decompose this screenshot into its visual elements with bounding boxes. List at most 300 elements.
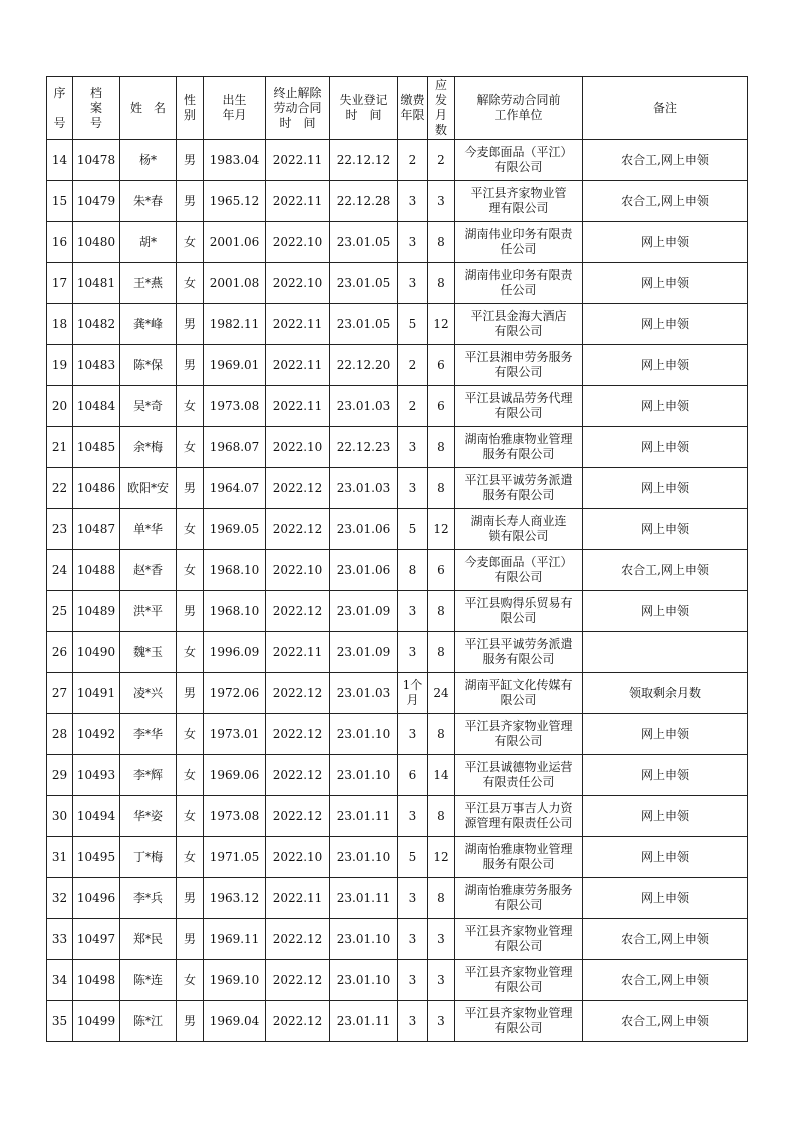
cell-termination-date-text: 2022.12 bbox=[272, 603, 323, 618]
cell-termination-date-text: 2022.11 bbox=[272, 193, 323, 208]
cell-seq-text: 26 bbox=[51, 644, 68, 659]
cell-months-text: 12 bbox=[433, 849, 449, 864]
table-row bbox=[47, 386, 748, 427]
unemployment-roster-table bbox=[46, 76, 748, 1042]
cell-birth bbox=[204, 222, 266, 263]
cell-birth bbox=[204, 550, 266, 591]
cell-seq-text: 33 bbox=[51, 931, 68, 946]
cell-registration-date bbox=[330, 837, 398, 878]
cell-remark bbox=[583, 427, 748, 468]
cell-registration-date bbox=[330, 304, 398, 345]
cell-birth-text: 1969.10 bbox=[209, 972, 260, 987]
cell-birth-text: 1969.05 bbox=[209, 521, 260, 536]
cell-birth bbox=[204, 1001, 266, 1042]
cell-file-no bbox=[73, 386, 120, 427]
cell-file-no-text: 10491 bbox=[76, 685, 116, 700]
cell-name bbox=[120, 345, 177, 386]
cell-seq bbox=[47, 263, 73, 304]
cell-termination-date-text: 2022.12 bbox=[272, 480, 323, 495]
cell-remark-text: 农合工,网上申领 bbox=[621, 972, 709, 987]
cell-gender-text: 女 bbox=[183, 644, 196, 659]
cell-termination-date bbox=[266, 468, 330, 509]
cell-months bbox=[428, 345, 455, 386]
cell-remark bbox=[583, 632, 748, 673]
cell-name bbox=[120, 796, 177, 837]
cell-seq bbox=[47, 878, 73, 919]
cell-paid-years-text: 3 bbox=[408, 808, 417, 823]
cell-name-text: 李*辉 bbox=[132, 767, 163, 782]
cell-remark bbox=[583, 837, 748, 878]
cell-registration-date bbox=[330, 140, 398, 181]
cell-registration-date-text: 23.01.03 bbox=[336, 685, 391, 700]
table-row bbox=[47, 960, 748, 1001]
cell-file-no-text: 10479 bbox=[76, 193, 116, 208]
cell-file-no bbox=[73, 919, 120, 960]
cell-previous-employer-text: 今麦郎面品（平江） 有限公司 bbox=[464, 555, 573, 584]
cell-seq bbox=[47, 345, 73, 386]
cell-file-no-text: 10487 bbox=[76, 521, 116, 536]
cell-paid-years-text: 3 bbox=[408, 644, 417, 659]
cell-file-no bbox=[73, 181, 120, 222]
cell-gender-text: 男 bbox=[183, 931, 196, 946]
cell-remark bbox=[583, 222, 748, 263]
cell-previous-employer-text: 湖南平缸文化传媒有 限公司 bbox=[464, 678, 573, 707]
cell-name-text: 胡* bbox=[138, 234, 157, 249]
cell-birth-text: 1971.05 bbox=[209, 849, 260, 864]
cell-termination-date-text: 2022.11 bbox=[272, 316, 323, 331]
cell-gender-text: 女 bbox=[183, 972, 196, 987]
cell-gender-text: 女 bbox=[183, 275, 196, 290]
cell-gender bbox=[177, 714, 204, 755]
cell-seq bbox=[47, 673, 73, 714]
cell-months-text: 3 bbox=[437, 193, 445, 208]
cell-previous-employer bbox=[455, 468, 583, 509]
cell-birth bbox=[204, 960, 266, 1001]
cell-name bbox=[120, 755, 177, 796]
cell-remark bbox=[583, 591, 748, 632]
cell-paid-years bbox=[398, 427, 428, 468]
cell-paid-years bbox=[398, 1001, 428, 1042]
header-remark: 备注 bbox=[583, 77, 748, 140]
cell-previous-employer bbox=[455, 714, 583, 755]
cell-paid-years bbox=[398, 837, 428, 878]
table-row bbox=[47, 468, 748, 509]
cell-name bbox=[120, 181, 177, 222]
cell-gender bbox=[177, 181, 204, 222]
cell-months-text: 8 bbox=[437, 808, 445, 823]
cell-birth bbox=[204, 386, 266, 427]
header-birth: 出生 年月 bbox=[204, 77, 266, 140]
cell-seq-text: 19 bbox=[51, 357, 68, 372]
cell-termination-date-text: 2022.11 bbox=[272, 398, 323, 413]
cell-registration-date-text: 23.01.10 bbox=[336, 767, 391, 782]
cell-gender-text: 女 bbox=[183, 234, 196, 249]
cell-remark-text: 网上申领 bbox=[640, 808, 689, 823]
cell-remark bbox=[583, 1001, 748, 1042]
cell-birth-text: 1964.07 bbox=[209, 480, 260, 495]
cell-months-text: 6 bbox=[437, 562, 445, 577]
cell-seq-text: 22 bbox=[51, 480, 68, 495]
cell-termination-date-text: 2022.12 bbox=[272, 931, 323, 946]
cell-remark-text: 网上申领 bbox=[640, 439, 689, 454]
cell-termination-date-text: 2022.12 bbox=[272, 521, 323, 536]
cell-file-no bbox=[73, 509, 120, 550]
cell-previous-employer-text: 平江县齐家物业管 理有限公司 bbox=[470, 186, 567, 215]
cell-previous-employer bbox=[455, 550, 583, 591]
cell-previous-employer bbox=[455, 632, 583, 673]
cell-termination-date bbox=[266, 304, 330, 345]
cell-file-no bbox=[73, 263, 120, 304]
cell-registration-date bbox=[330, 960, 398, 1001]
cell-previous-employer-text: 湖南怡雅康物业管理 服务有限公司 bbox=[464, 432, 573, 461]
cell-name bbox=[120, 714, 177, 755]
cell-paid-years-text: 3 bbox=[408, 234, 417, 249]
cell-name bbox=[120, 632, 177, 673]
cell-previous-employer-text: 平江县金海大酒店 有限公司 bbox=[470, 309, 567, 338]
cell-registration-date bbox=[330, 673, 398, 714]
cell-months bbox=[428, 550, 455, 591]
cell-paid-years bbox=[398, 181, 428, 222]
cell-gender-text: 女 bbox=[183, 726, 196, 741]
cell-remark-text: 农合工,网上申领 bbox=[621, 152, 709, 167]
cell-seq-text: 15 bbox=[51, 193, 68, 208]
cell-birth-text: 2001.06 bbox=[209, 234, 260, 249]
table-row bbox=[47, 1001, 748, 1042]
cell-paid-years bbox=[398, 550, 428, 591]
cell-remark bbox=[583, 468, 748, 509]
cell-file-no-text: 10490 bbox=[76, 644, 116, 659]
cell-months-text: 6 bbox=[437, 398, 445, 413]
cell-months-text: 8 bbox=[437, 603, 445, 618]
cell-seq bbox=[47, 591, 73, 632]
cell-seq-text: 27 bbox=[51, 685, 68, 700]
cell-months-text: 24 bbox=[433, 685, 449, 700]
cell-termination-date-text: 2022.12 bbox=[272, 972, 323, 987]
cell-name bbox=[120, 140, 177, 181]
table-row bbox=[47, 509, 748, 550]
cell-remark-text: 网上申领 bbox=[640, 767, 689, 782]
cell-seq-text: 21 bbox=[51, 439, 68, 454]
cell-months-text: 8 bbox=[437, 480, 445, 495]
cell-termination-date-text: 2022.11 bbox=[272, 152, 323, 167]
cell-gender-text: 女 bbox=[183, 562, 196, 577]
cell-months-text: 8 bbox=[437, 439, 445, 454]
cell-registration-date-text: 23.01.09 bbox=[336, 644, 391, 659]
cell-name-text: 欧阳*安 bbox=[126, 480, 169, 495]
cell-file-no-text: 10494 bbox=[76, 808, 116, 823]
cell-gender bbox=[177, 509, 204, 550]
cell-months-text: 14 bbox=[433, 767, 449, 782]
cell-paid-years-text: 3 bbox=[408, 603, 417, 618]
cell-gender bbox=[177, 837, 204, 878]
cell-seq bbox=[47, 509, 73, 550]
cell-registration-date bbox=[330, 1001, 398, 1042]
cell-seq bbox=[47, 755, 73, 796]
cell-remark bbox=[583, 181, 748, 222]
cell-termination-date bbox=[266, 755, 330, 796]
cell-termination-date bbox=[266, 509, 330, 550]
cell-file-no-text: 10489 bbox=[76, 603, 116, 618]
cell-gender-text: 男 bbox=[183, 480, 196, 495]
cell-months bbox=[428, 427, 455, 468]
header-file-no: 档 案 号 bbox=[73, 77, 120, 140]
cell-seq bbox=[47, 181, 73, 222]
cell-termination-date bbox=[266, 386, 330, 427]
cell-gender-text: 女 bbox=[183, 808, 196, 823]
cell-months bbox=[428, 878, 455, 919]
cell-birth bbox=[204, 919, 266, 960]
cell-file-no bbox=[73, 837, 120, 878]
cell-months bbox=[428, 714, 455, 755]
cell-termination-date bbox=[266, 960, 330, 1001]
header-previous-employer: 解除劳动合同前 工作单位 bbox=[455, 77, 583, 140]
cell-seq-text: 29 bbox=[51, 767, 68, 782]
cell-remark bbox=[583, 263, 748, 304]
cell-months bbox=[428, 960, 455, 1001]
cell-paid-years bbox=[398, 591, 428, 632]
cell-birth-text: 1965.12 bbox=[209, 193, 260, 208]
cell-file-no-text: 10496 bbox=[76, 890, 116, 905]
cell-termination-date bbox=[266, 714, 330, 755]
cell-previous-employer bbox=[455, 591, 583, 632]
cell-previous-employer-text: 湖南怡雅康劳务服务 有限公司 bbox=[464, 883, 573, 912]
cell-previous-employer-text: 平江县齐家物业管理 有限公司 bbox=[464, 965, 573, 994]
cell-months-text: 12 bbox=[433, 521, 449, 536]
cell-gender bbox=[177, 919, 204, 960]
cell-previous-employer bbox=[455, 673, 583, 714]
cell-file-no bbox=[73, 427, 120, 468]
cell-birth bbox=[204, 755, 266, 796]
table-row bbox=[47, 837, 748, 878]
cell-registration-date-text: 23.01.03 bbox=[336, 398, 391, 413]
cell-paid-years-text: 1个月 bbox=[402, 678, 423, 707]
cell-gender bbox=[177, 673, 204, 714]
cell-registration-date bbox=[330, 796, 398, 837]
cell-remark-text: 网上申领 bbox=[640, 275, 689, 290]
cell-gender-text: 男 bbox=[183, 152, 196, 167]
cell-registration-date-text: 23.01.11 bbox=[336, 890, 391, 905]
cell-file-no bbox=[73, 222, 120, 263]
cell-previous-employer bbox=[455, 1001, 583, 1042]
cell-seq-text: 35 bbox=[51, 1013, 68, 1028]
cell-registration-date bbox=[330, 427, 398, 468]
cell-gender-text: 女 bbox=[183, 849, 196, 864]
cell-months bbox=[428, 509, 455, 550]
cell-registration-date bbox=[330, 345, 398, 386]
cell-previous-employer bbox=[455, 509, 583, 550]
cell-seq-text: 34 bbox=[51, 972, 68, 987]
cell-remark bbox=[583, 673, 748, 714]
cell-previous-employer bbox=[455, 919, 583, 960]
cell-remark-text: 网上申领 bbox=[640, 890, 689, 905]
cell-name-text: 吴*奇 bbox=[132, 398, 163, 413]
cell-seq bbox=[47, 140, 73, 181]
cell-file-no-text: 10492 bbox=[76, 726, 116, 741]
cell-name-text: 郑*民 bbox=[132, 931, 163, 946]
cell-paid-years-text: 3 bbox=[408, 1013, 417, 1028]
cell-registration-date-text: 23.01.06 bbox=[336, 521, 391, 536]
cell-gender bbox=[177, 591, 204, 632]
cell-paid-years bbox=[398, 796, 428, 837]
cell-file-no bbox=[73, 960, 120, 1001]
cell-birth-text: 1983.04 bbox=[209, 152, 260, 167]
cell-termination-date-text: 2022.10 bbox=[272, 849, 323, 864]
cell-previous-employer bbox=[455, 304, 583, 345]
cell-name-text: 洪*平 bbox=[132, 603, 163, 618]
cell-months bbox=[428, 755, 455, 796]
cell-registration-date bbox=[330, 181, 398, 222]
cell-name-text: 陈*保 bbox=[132, 357, 163, 372]
cell-remark-text: 网上申领 bbox=[640, 316, 689, 331]
cell-termination-date-text: 2022.10 bbox=[272, 234, 323, 249]
cell-previous-employer bbox=[455, 181, 583, 222]
table-row bbox=[47, 714, 748, 755]
cell-birth-text: 1969.04 bbox=[209, 1013, 260, 1028]
cell-paid-years-text: 2 bbox=[408, 152, 417, 167]
table-row bbox=[47, 140, 748, 181]
cell-file-no-text: 10481 bbox=[76, 275, 116, 290]
cell-previous-employer bbox=[455, 796, 583, 837]
cell-name bbox=[120, 550, 177, 591]
cell-birth-text: 1968.10 bbox=[209, 562, 260, 577]
cell-months-text: 8 bbox=[437, 234, 445, 249]
cell-registration-date bbox=[330, 591, 398, 632]
cell-name-text: 陈*江 bbox=[132, 1013, 163, 1028]
cell-remark-text: 网上申领 bbox=[640, 521, 689, 536]
cell-paid-years-text: 3 bbox=[408, 275, 417, 290]
cell-name-text: 华*姿 bbox=[132, 808, 163, 823]
cell-birth bbox=[204, 591, 266, 632]
cell-months bbox=[428, 181, 455, 222]
cell-gender-text: 男 bbox=[183, 603, 196, 618]
cell-months bbox=[428, 1001, 455, 1042]
cell-registration-date-text: 23.01.09 bbox=[336, 603, 391, 618]
table-row bbox=[47, 632, 748, 673]
cell-file-no bbox=[73, 468, 120, 509]
cell-termination-date-text: 2022.12 bbox=[272, 808, 323, 823]
cell-paid-years bbox=[398, 714, 428, 755]
cell-previous-employer bbox=[455, 755, 583, 796]
cell-seq bbox=[47, 468, 73, 509]
cell-registration-date-text: 23.01.06 bbox=[336, 562, 391, 577]
cell-registration-date bbox=[330, 263, 398, 304]
cell-seq bbox=[47, 919, 73, 960]
cell-seq bbox=[47, 796, 73, 837]
cell-file-no-text: 10484 bbox=[76, 398, 116, 413]
cell-termination-date bbox=[266, 591, 330, 632]
cell-gender bbox=[177, 755, 204, 796]
cell-birth-text: 1968.07 bbox=[209, 439, 260, 454]
cell-name bbox=[120, 386, 177, 427]
cell-registration-date bbox=[330, 509, 398, 550]
cell-paid-years-text: 3 bbox=[408, 931, 417, 946]
cell-remark-text: 网上申领 bbox=[640, 234, 689, 249]
cell-seq-text: 24 bbox=[51, 562, 68, 577]
cell-birth-text: 1963.12 bbox=[209, 890, 260, 905]
cell-remark-text: 领取剩余月数 bbox=[628, 685, 701, 700]
cell-remark-text: 网上申领 bbox=[640, 357, 689, 372]
cell-months-text: 6 bbox=[437, 357, 445, 372]
cell-termination-date bbox=[266, 919, 330, 960]
cell-seq-text: 30 bbox=[51, 808, 68, 823]
cell-months bbox=[428, 591, 455, 632]
cell-previous-employer-text: 平江县齐家物业管理 有限公司 bbox=[464, 924, 573, 953]
header-seq: 序 号 bbox=[47, 77, 73, 140]
cell-termination-date-text: 2022.12 bbox=[272, 726, 323, 741]
cell-registration-date bbox=[330, 550, 398, 591]
cell-gender-text: 男 bbox=[183, 890, 196, 905]
cell-gender bbox=[177, 222, 204, 263]
cell-name-text: 凌*兴 bbox=[132, 685, 163, 700]
cell-paid-years bbox=[398, 673, 428, 714]
cell-previous-employer-text: 平江县诚品劳务代理 有限公司 bbox=[464, 391, 573, 420]
cell-paid-years-text: 6 bbox=[408, 767, 417, 782]
table-row bbox=[47, 304, 748, 345]
header-months: 应 发 月 数 bbox=[428, 77, 455, 140]
cell-file-no bbox=[73, 755, 120, 796]
cell-previous-employer-text: 平江县湘申劳务服务 有限公司 bbox=[464, 350, 573, 379]
cell-months-text: 3 bbox=[437, 1013, 445, 1028]
cell-gender bbox=[177, 427, 204, 468]
cell-birth-text: 1973.01 bbox=[209, 726, 260, 741]
cell-birth bbox=[204, 673, 266, 714]
cell-birth bbox=[204, 837, 266, 878]
cell-months-text: 3 bbox=[437, 931, 445, 946]
cell-registration-date bbox=[330, 755, 398, 796]
cell-file-no bbox=[73, 673, 120, 714]
cell-months bbox=[428, 796, 455, 837]
cell-birth-text: 1996.09 bbox=[209, 644, 260, 659]
cell-name bbox=[120, 673, 177, 714]
cell-name-text: 魏*玉 bbox=[132, 644, 163, 659]
cell-gender-text: 男 bbox=[183, 685, 196, 700]
cell-paid-years bbox=[398, 878, 428, 919]
cell-seq-text: 14 bbox=[51, 152, 68, 167]
header-registration-date: 失业登记 时 间 bbox=[330, 77, 398, 140]
cell-termination-date-text: 2022.12 bbox=[272, 767, 323, 782]
cell-months bbox=[428, 386, 455, 427]
cell-previous-employer bbox=[455, 222, 583, 263]
cell-birth-text: 1969.11 bbox=[209, 931, 260, 946]
cell-paid-years-text: 3 bbox=[408, 972, 417, 987]
cell-seq bbox=[47, 386, 73, 427]
cell-name bbox=[120, 304, 177, 345]
table-row bbox=[47, 591, 748, 632]
cell-registration-date bbox=[330, 222, 398, 263]
cell-remark-text: 农合工,网上申领 bbox=[621, 193, 709, 208]
cell-termination-date bbox=[266, 345, 330, 386]
cell-paid-years bbox=[398, 345, 428, 386]
table-row bbox=[47, 755, 748, 796]
cell-registration-date-text: 23.01.10 bbox=[336, 849, 391, 864]
cell-previous-employer-text: 平江县平诚劳务派遣 服务有限公司 bbox=[464, 473, 573, 502]
cell-previous-employer-text: 湖南长寿人商业连 锁有限公司 bbox=[470, 514, 567, 543]
table-row bbox=[47, 427, 748, 468]
cell-birth bbox=[204, 304, 266, 345]
cell-name bbox=[120, 591, 177, 632]
cell-registration-date-text: 23.01.10 bbox=[336, 726, 391, 741]
cell-remark bbox=[583, 755, 748, 796]
cell-previous-employer bbox=[455, 837, 583, 878]
cell-termination-date bbox=[266, 632, 330, 673]
cell-remark-text: 网上申领 bbox=[640, 603, 689, 618]
cell-months bbox=[428, 673, 455, 714]
cell-termination-date bbox=[266, 673, 330, 714]
cell-paid-years-text: 3 bbox=[408, 480, 417, 495]
cell-termination-date bbox=[266, 140, 330, 181]
cell-previous-employer-text: 湖南怡雅康物业管理 服务有限公司 bbox=[464, 842, 573, 871]
cell-previous-employer bbox=[455, 140, 583, 181]
